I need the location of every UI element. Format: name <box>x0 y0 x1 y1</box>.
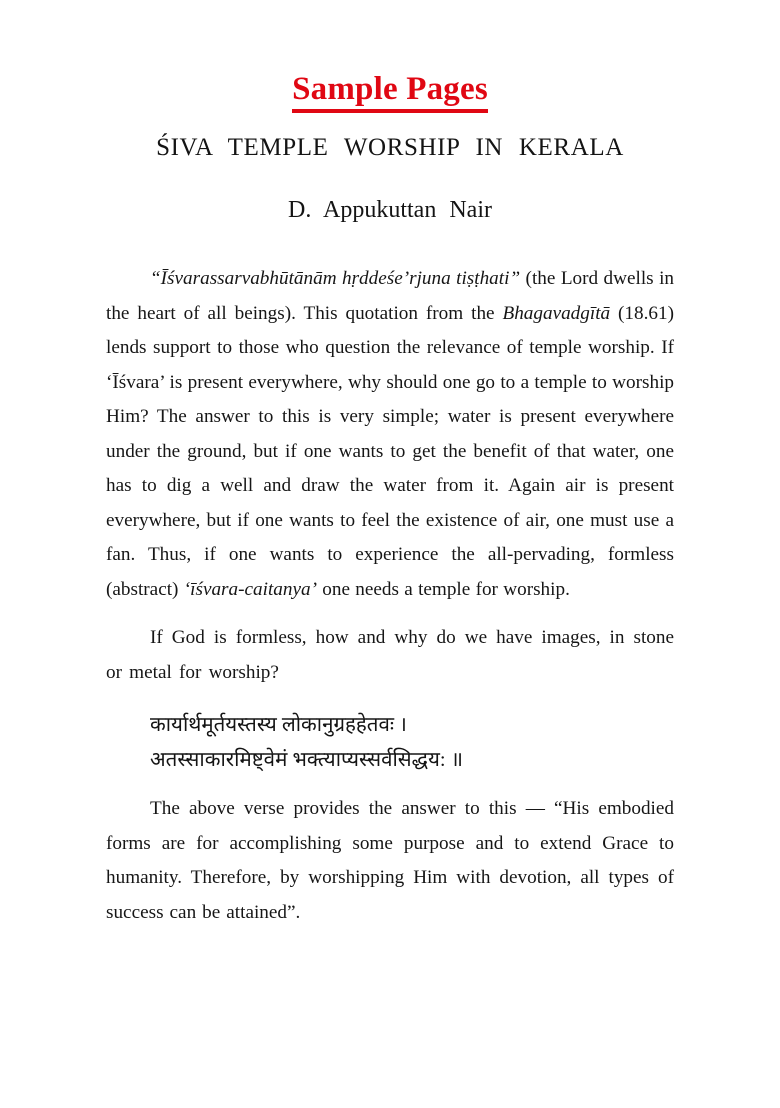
paragraph-opening-text-c: one needs a temple for worship. <box>316 578 570 600</box>
paragraph-opening-text-a: (the Lord dwells in the heart of all beings). This quotation from the <box>106 268 674 324</box>
paragraph-explanation: The above verse provides the answer to this — “His embodied forms are for accomplishing some purpose and to extend Grace to humanity. Therefore, by worshipping Him with devotion, all types of success can be attained”. <box>106 798 674 923</box>
paragraph-opening <box>106 262 674 607</box>
sanskrit-verse-line-2: अतस्साकारमिष्ट्वेमं भक्त्याप्यस्सर्वसिद्धय: ॥ <box>150 749 464 771</box>
gita-quote-transliteration: “Īśvarassarvabhūtānām hṛddeśe’rjuna tiṣṭhati” <box>150 268 521 289</box>
article-title: ŚIVA TEMPLE WORSHIP IN KERALA <box>156 134 624 161</box>
sanskrit-verse <box>106 708 674 778</box>
paragraph-opening-text-b: (18.61) lends support to those who question the relevance of temple worship. If ‘Īśvara’ is present everywhere, why should one go to a temple to worship Him? The answer to this is very simple; water is present everywhere under the ground, but if one wants to get the benefit of that water, one has to dig a well and draw the water from it. Again air is present everywhere, but if one wants to feel the existence of air, one must use a fan. Thus, if one wants to experience the all-pervading, formless (abstract) <box>106 302 674 600</box>
isvara-caitanya-term: ‘īśvara-caitanya’ <box>183 578 317 600</box>
scripture-name: Bhagavadgītā <box>502 302 611 324</box>
sample-pages-label: Sample Pages <box>292 72 488 113</box>
paragraph-question: If God is formless, how and why do we have images, in stone or metal for worship? <box>106 627 674 683</box>
sanskrit-verse-line-1: कार्यार्थमूर्तयस्तस्य लोकानुग्रहहेतवः । <box>150 714 407 736</box>
sample-pages-banner <box>0 72 780 113</box>
article-body <box>106 262 674 930</box>
article-author: D. Appukuttan Nair <box>288 197 492 223</box>
